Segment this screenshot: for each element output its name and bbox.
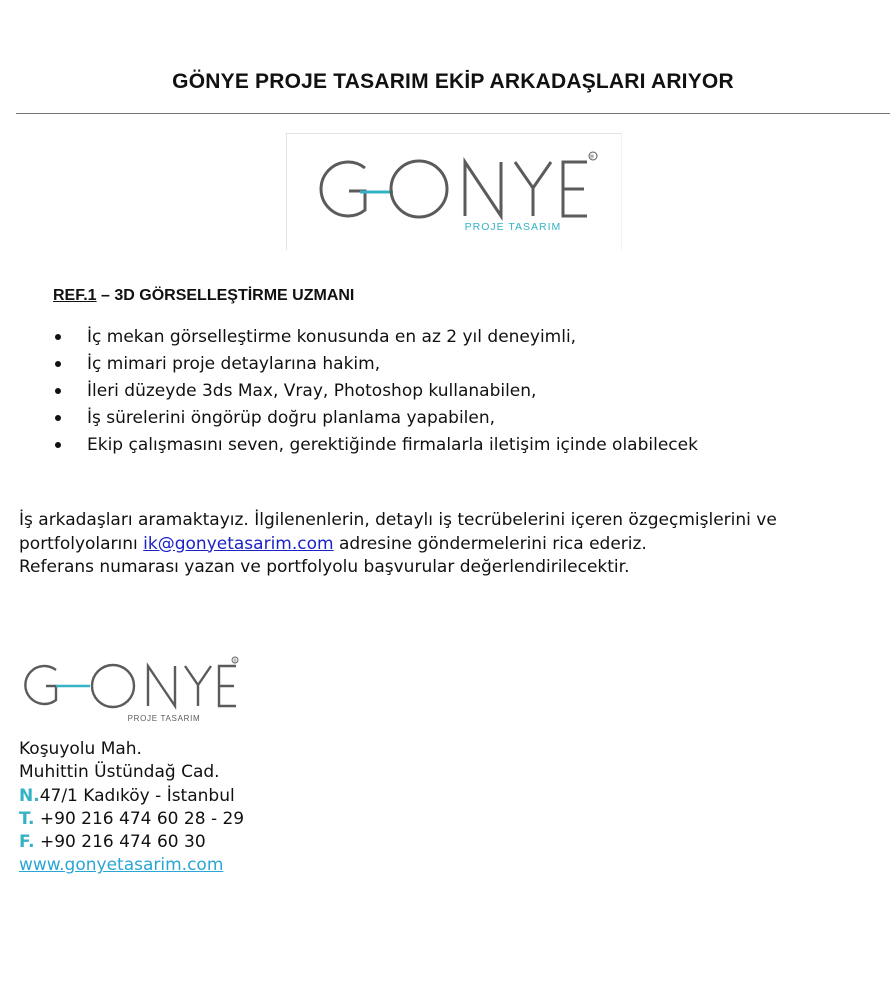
phone-line [19,808,244,831]
address-line-2: Muhittin Üstündağ Cad. [19,762,220,783]
number-letter: N. [19,785,40,806]
instructions-line-2-start: portfolyolarını [19,533,144,554]
footer-registered-mark: ® [233,658,237,663]
bullet-icon [55,334,61,340]
bullet-icon [55,415,61,421]
footer-logo-subtitle: PROJE TASARIM [127,714,201,723]
phone-letter: T. [19,808,35,829]
logo-subtitle: PROJE TASARIM [464,221,562,233]
company-logo [286,133,622,250]
fax-number: +90 216 474 60 30 [34,832,206,853]
requirement-text: İç mekan görselleştirme konusunda en az 2 yıl deneyimli, [87,327,577,347]
fax-line [19,831,244,854]
title-divider [16,113,890,114]
instructions-line-3: Referans numarası yazan ve portfolyolu başvurular değerlendirilecektir. [19,557,630,577]
instructions-line-1: İş arkadaşları aramaktayız. İlgilenenlerin, detaylı iş tecrübelerini içeren özgeçmişlerini ve [19,510,777,530]
bullet-icon [55,388,61,394]
gonye-footer-logo-graphic [18,648,242,728]
ref-code: REF.1 [53,287,97,304]
website-line [19,854,244,877]
position-heading [53,287,354,305]
website-link[interactable]: www.gonyetasarim.com [19,855,224,876]
application-instructions [19,509,879,580]
instructions-line-2-end: adresine göndermelerini rica ederiz. [333,533,647,554]
bullet-icon [55,361,61,367]
address-number-line [19,785,244,808]
address-line-1: Koşuyolu Mah. [19,739,142,759]
fax-letter: F. [19,832,35,853]
footer-logo [18,648,242,728]
page-title: GÖNYE PROJE TASARIM EKİP ARKADAŞLARI ARIYOR [172,70,734,93]
requirement-text: Ekip çalışmasını seven, gerektiğinde firmalarla iletişim içinde olabilecek [87,435,698,455]
requirement-text: İleri düzeyde 3ds Max, Vray, Photoshop kullanabilen, [87,381,537,401]
email-link[interactable]: ik@gonyetasarim.com [143,533,334,554]
bullet-icon [55,442,61,448]
requirement-text: İş sürelerini öngörüp doğru planlama yapabilen, [87,408,496,428]
registered-mark: ® [589,154,595,161]
gonye-logo-graphic [287,134,621,250]
instructions-line-2 [19,533,879,557]
contact-block [19,738,244,878]
phone-number: +90 216 474 60 28 - 29 [34,808,245,829]
requirement-text: İç mimari proje detaylarına hakim, [87,354,381,374]
ref-title: – 3D GÖRSELLEŞTİRME UZMANI [96,287,355,304]
address-number: 47/1 Kadıköy - İstanbul [39,785,235,806]
